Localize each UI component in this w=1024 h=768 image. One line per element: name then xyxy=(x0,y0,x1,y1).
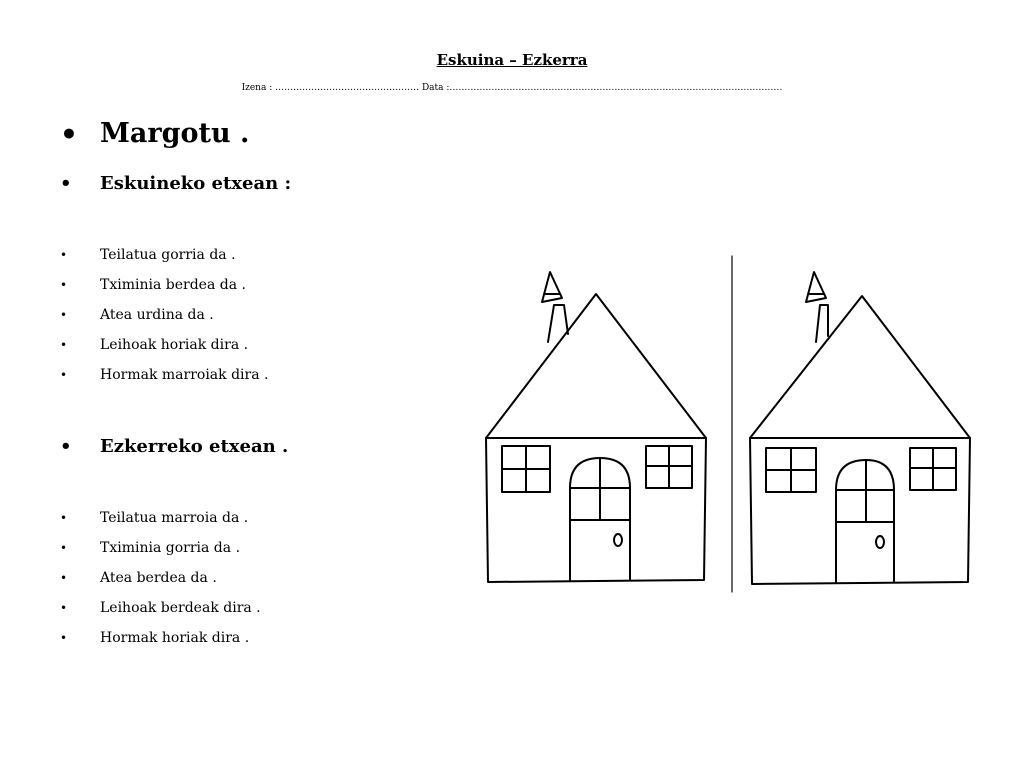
chimney xyxy=(816,305,828,342)
list-item-text: Leihoak horiak dira . xyxy=(100,337,249,353)
houses-drawing xyxy=(470,250,980,600)
left-house-drawing xyxy=(486,272,706,582)
chimney-top xyxy=(806,272,826,302)
window-right xyxy=(910,448,956,490)
list-item-text: Tximinia berdea da . xyxy=(100,277,246,293)
bullet: • xyxy=(60,511,68,525)
worksheet-title: Eskuina – Ezkerra xyxy=(436,51,588,69)
list-item-text: Atea urdina da . xyxy=(100,307,214,323)
door xyxy=(570,458,630,580)
window-left xyxy=(766,448,816,492)
chimney xyxy=(548,305,568,342)
main-heading-text: Margotu . xyxy=(100,118,250,149)
roof xyxy=(750,296,970,438)
list-item-text: Atea berdea da . xyxy=(100,570,217,586)
roof xyxy=(486,294,706,438)
right-house-drawing xyxy=(750,272,970,584)
bullet: • xyxy=(60,436,72,457)
window-right xyxy=(646,446,692,488)
bullet: • xyxy=(60,173,72,194)
bullet: • xyxy=(60,338,68,352)
bullet: • xyxy=(60,308,68,322)
name-date-line: Izena : ………………………………………… Data :………………………………………………………………………………………………… xyxy=(241,83,783,93)
list-item-text: Tximinia gorria da . xyxy=(100,540,241,556)
bullet: • xyxy=(60,118,78,151)
bullet: • xyxy=(60,278,68,292)
bullet: • xyxy=(60,368,68,382)
walls xyxy=(486,438,706,582)
right-house-heading-text: Eskuineko etxean : xyxy=(100,173,292,194)
chimney-top xyxy=(542,272,562,302)
list-item-text: Leihoak berdeak dira . xyxy=(100,600,261,616)
list-item-text: Hormak horiak dira . xyxy=(100,630,250,646)
window-left xyxy=(502,446,550,492)
bullet: • xyxy=(60,571,68,585)
left-house-heading-text: Ezkerreko etxean . xyxy=(100,436,289,457)
bullet: • xyxy=(60,601,68,615)
door xyxy=(836,460,894,582)
bullet: • xyxy=(60,248,68,262)
bullet: • xyxy=(60,541,68,555)
bullet: • xyxy=(60,631,68,645)
list-item-text: Hormak marroiak dira . xyxy=(100,367,269,383)
list-item-text: Teilatua gorria da . xyxy=(100,247,236,263)
list-item-text: Teilatua marroia da . xyxy=(100,510,249,526)
